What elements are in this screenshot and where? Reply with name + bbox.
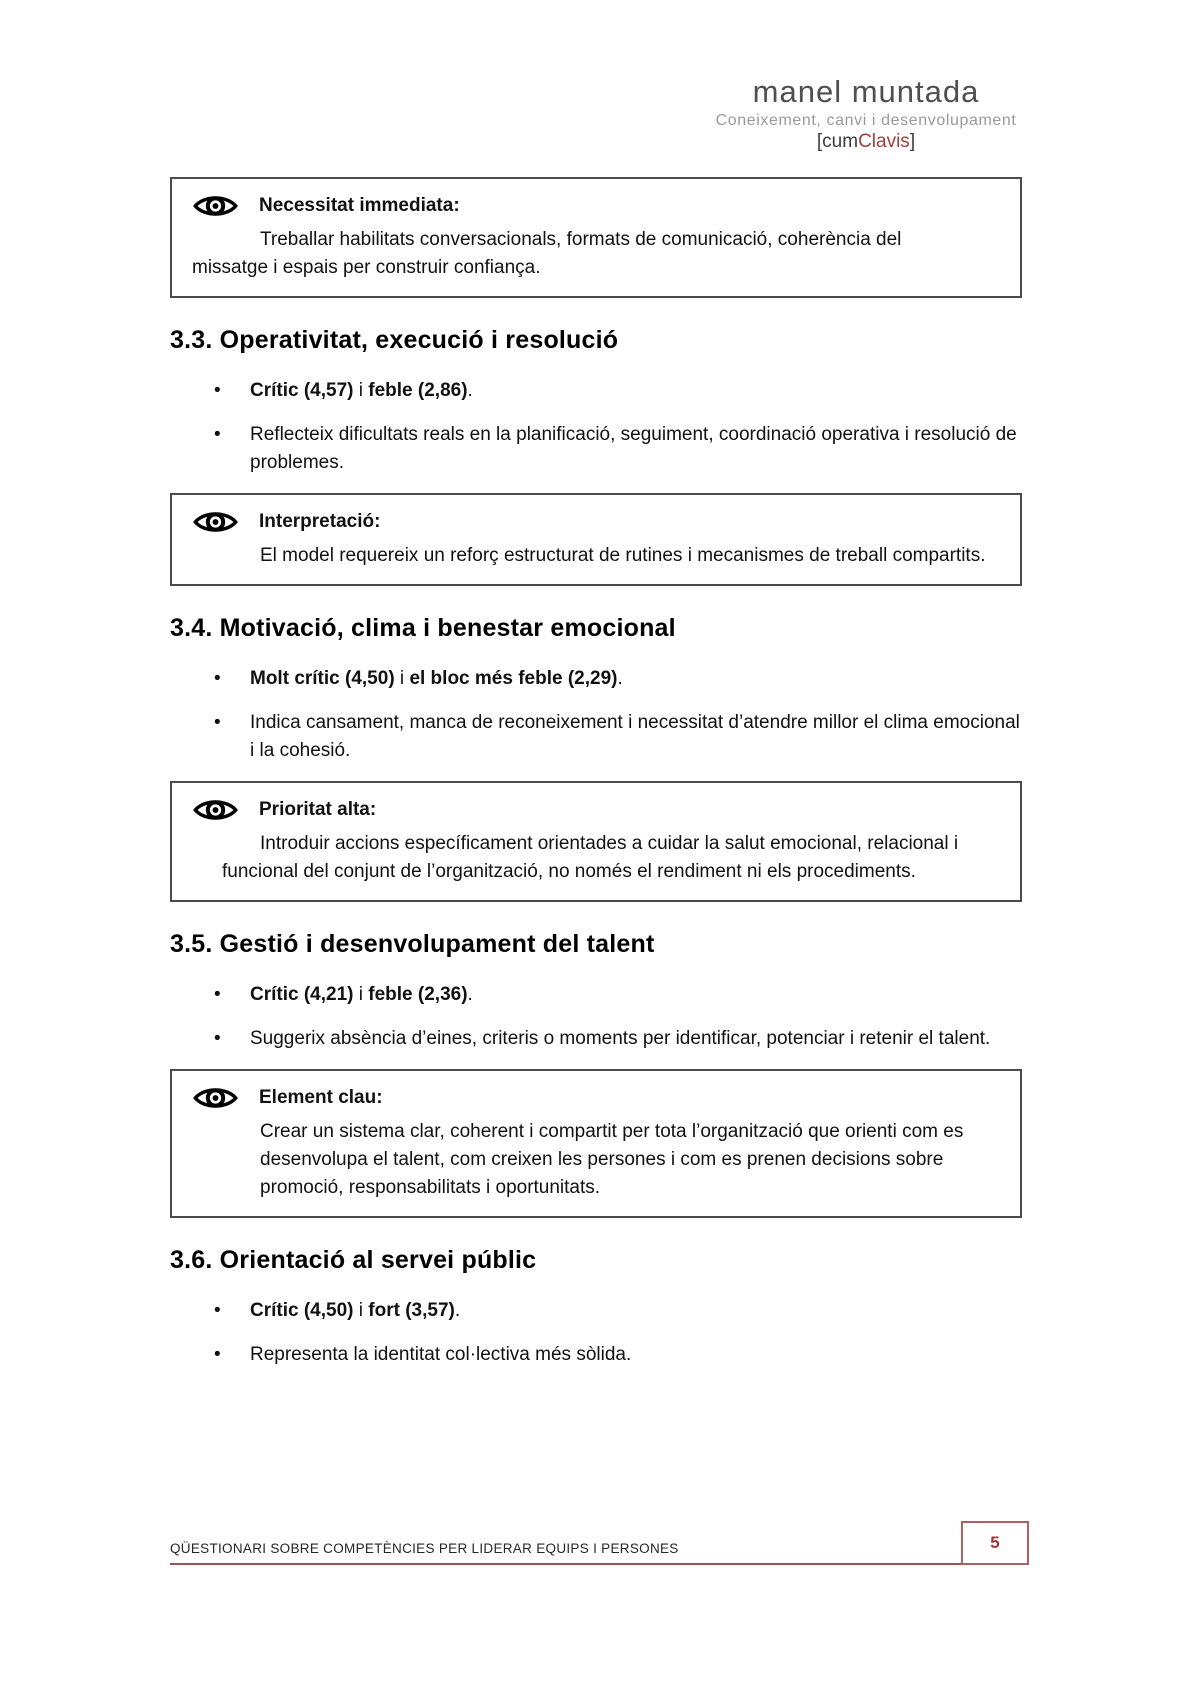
callout-head (193, 191, 1008, 221)
callout-title: Element clau: (259, 1086, 383, 1108)
stat-sep: i (353, 379, 369, 401)
stat-fort: fort (3,57) (368, 1299, 455, 1321)
stat-end: . (467, 983, 473, 1005)
bullet-list-3-4 (170, 665, 1022, 765)
stat-feble: feble (2,36) (368, 983, 468, 1005)
stat-sep: i (394, 667, 410, 689)
footer-title: QÜESTIONARI SOBRE COMPETÈNCIES PER LIDERAR EQUIPS I PERSONES (170, 1541, 679, 1556)
stat-sep: i (353, 1299, 369, 1321)
bullet-desc: • Suggerix absència d’eines, criteris o moments per identificar, potenciar i retenir el talent. (170, 1025, 1022, 1053)
stat-sep: i (353, 983, 369, 1005)
section-heading-3-4: 3.4. Motivació, clima i benestar emocional (170, 613, 676, 642)
brand-clavis: Clavis (858, 130, 910, 152)
eye-icon (193, 191, 238, 221)
header-brand (817, 131, 915, 153)
page-content (170, 0, 1022, 1385)
callout-necessitat-immediata (170, 177, 1022, 298)
stat-critic: Molt crític (4,50) (250, 667, 395, 689)
page-number-box (961, 1521, 1029, 1565)
stat-feble: el bloc més feble (2,29) (409, 667, 618, 689)
callout-body (184, 542, 1008, 570)
brand-cum: cum (822, 130, 859, 152)
callout-body (184, 226, 1008, 282)
callout-head (193, 1083, 1008, 1113)
bullet-stat (170, 981, 1022, 1009)
callout-element-clau (170, 1069, 1022, 1218)
page-number: 5 (990, 1533, 1000, 1552)
header-brand-block (716, 76, 1016, 153)
callout-prioritat-alta (170, 781, 1022, 902)
callout-text: Crear un sistema clar, coherent i compartit per tota l’organització que orienti com es desenvolupa el talent, com creixen les persones i com es prenen decisions sobre promoció, responsabilitats i oportunitats. (260, 1120, 964, 1198)
bullet-stat (170, 1297, 1022, 1325)
callout-body (184, 830, 1008, 886)
callout-title: Interpretació: (259, 510, 381, 532)
callout-text: El model requereix un reforç estructurat de rutines i mecanismes de treball compartits. (260, 544, 986, 566)
callout-interpretacio (170, 493, 1022, 586)
brand-bracket-open: [ (816, 130, 823, 152)
callout-head (193, 507, 1008, 537)
bullet-stat (170, 665, 1022, 693)
callout-text: Treballar habilitats conversacionals, formats de comunicació, coherència del missatge i espais per construir confiança. (192, 228, 902, 278)
brand-bracket-close: ] (909, 130, 916, 152)
eye-icon (193, 507, 238, 537)
stat-end: . (617, 667, 623, 689)
section-heading-3-6: 3.6. Orientació al servei públic (170, 1245, 537, 1274)
section-heading-3-3: 3.3. Operativitat, execució i resolució (170, 325, 619, 354)
eye-icon (193, 795, 238, 825)
bullet-list-3-3 (170, 377, 1022, 477)
footer (170, 1521, 1029, 1565)
bullet-list-3-6 (170, 1297, 1022, 1369)
callout-title: Prioritat alta: (259, 798, 377, 820)
header-subtitle: Coneixement, canvi i desenvolupament (715, 111, 1017, 129)
callout-title: Necessitat immediata: (259, 194, 460, 216)
eye-icon (193, 1083, 238, 1113)
bullet-desc: • Representa la identitat col·lectiva més sòlida. (170, 1341, 1022, 1369)
callout-head (193, 795, 1008, 825)
callout-body (184, 1118, 1008, 1202)
header-title: manel muntada (752, 74, 980, 109)
bullet-stat (170, 377, 1022, 405)
stat-critic: Crític (4,57) (250, 379, 354, 401)
section-heading-3-5: 3.5. Gestió i desenvolupament del talent (170, 929, 655, 958)
stat-feble: feble (2,86) (368, 379, 468, 401)
stat-end: . (454, 1299, 461, 1321)
bullet-list-3-5 (170, 981, 1022, 1053)
bullet-desc: • Indica cansament, manca de reconeixement i necessitat d’atendre millor el clima emocional i la cohesió. (170, 709, 1022, 765)
stat-critic: Crític (4,50) (250, 1299, 354, 1321)
callout-text: Introduir accions específicament orientades a cuidar la salut emocional, relacional i funcional del conjunt de l’organització, no només el rendiment ni els procediments. (222, 832, 959, 882)
stat-critic: Crític (4,21) (250, 983, 354, 1005)
stat-end: . (467, 379, 473, 401)
bullet-desc: • Reflecteix dificultats reals en la planificació, seguiment, coordinació operativa i resolució de problemes. (170, 421, 1022, 477)
